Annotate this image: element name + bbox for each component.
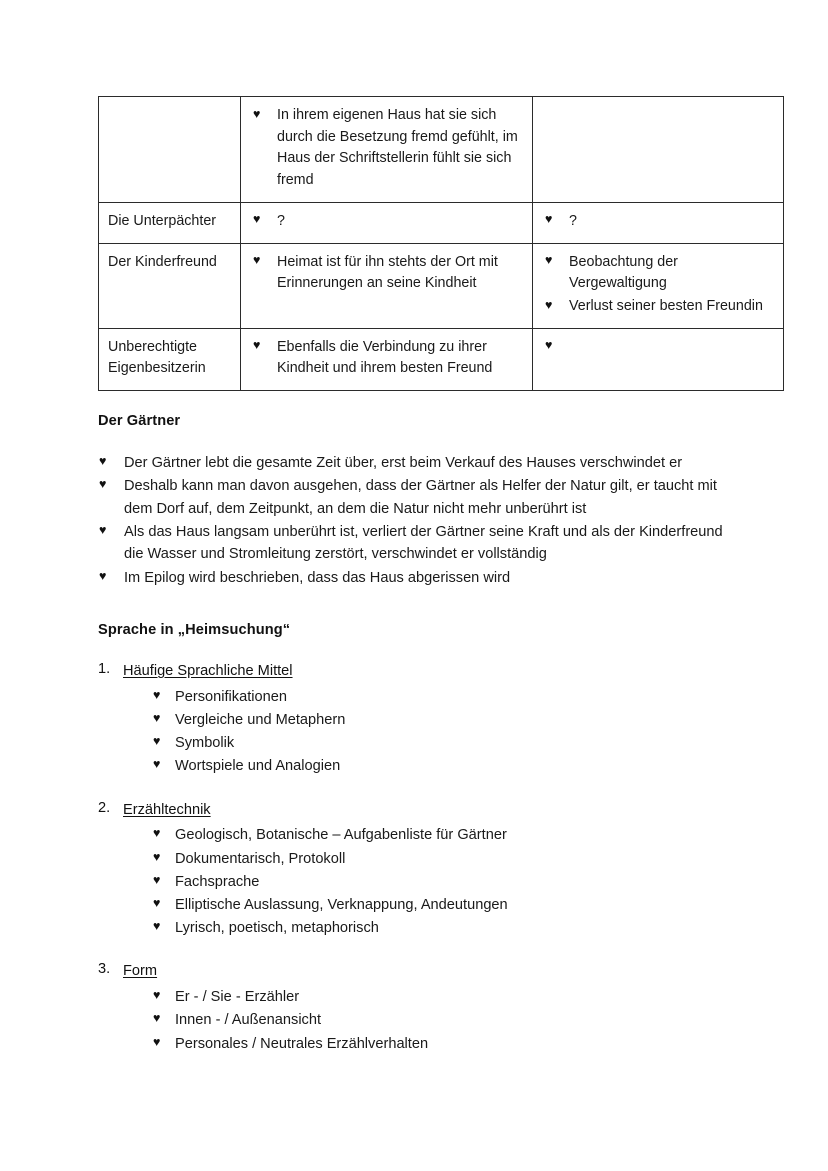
outline-sub-item: ♥ Vergleiche und Metaphern	[153, 709, 738, 731]
cell-bullet-item-empty	[542, 337, 775, 359]
outline-title: Erzähltechnik	[123, 801, 211, 818]
outline-section-2	[98, 800, 738, 940]
table-cell-name: Der Kinderfreund	[99, 243, 241, 328]
outline-sub-item: ♥ Fachsprache	[153, 871, 738, 893]
table-cell-right	[533, 243, 784, 328]
cell-bullet-item: ♥ Ebenfalls die Verbindung zu ihrer Kindheit und ihrem besten Freund	[250, 337, 524, 380]
gaertner-bullet-list	[98, 452, 724, 590]
outline-section-3	[98, 961, 738, 1054]
outline-sub-item: ♥ Personales / Neutrales Erzählverhalten	[153, 1033, 738, 1055]
outline-sub-item: ♥ Wortspiele und Analogien	[153, 755, 738, 777]
table-row	[99, 328, 784, 390]
gaertner-bullet-item: ♥ Im Epilog wird beschrieben, dass das Haus abgerissen wird	[98, 567, 724, 589]
cell-bullet-list	[250, 211, 524, 233]
outline-sub-list	[123, 686, 738, 778]
table-row	[99, 97, 784, 203]
gaertner-bullet-item: ♥ Der Gärtner lebt die gesamte Zeit über, erst beim Verkauf des Hauses verschwindet er	[98, 452, 724, 474]
table-cell-middle	[241, 97, 533, 203]
cell-bullet-item: ♥ ?	[542, 211, 775, 233]
table-row	[99, 243, 784, 328]
outline-number: 1.	[98, 661, 111, 677]
character-table	[98, 96, 784, 391]
table-cell-middle	[241, 328, 533, 390]
outline-sub-item: ♥ Personifikationen	[153, 686, 738, 708]
outline-sub-item: ♥ Geologisch, Botanische – Aufgabenliste für Gärtner	[153, 824, 738, 846]
table-cell-middle	[241, 243, 533, 328]
cell-bullet-item: ♥ Heimat ist für ihn stehts der Ort mit Erinnerungen an seine Kindheit	[250, 252, 524, 295]
table-cell-right	[533, 328, 784, 390]
outline-title: Häufige Sprachliche Mittel	[123, 663, 293, 679]
cell-bullet-list	[542, 211, 775, 233]
outline-title: Form	[123, 963, 158, 980]
cell-bullet-item: ♥ In ihrem eigenen Haus hat sie sich durch die Besetzung fremd gefühlt, im Haus der Schriftstellerin fühlt sie sich fremd	[250, 105, 524, 192]
outline-sub-item: ♥ Dokumentarisch, Protokoll	[153, 848, 738, 870]
outline-sub-item: ♥ Lyrisch, poetisch, metaphorisch	[153, 917, 738, 939]
outline-sub-item: ♥ Symbolik	[153, 732, 738, 754]
sprache-outline	[98, 661, 738, 1056]
outline-sub-list	[123, 824, 738, 939]
cell-bullet-list	[542, 252, 775, 318]
table-cell-middle	[241, 202, 533, 243]
table-cell-name: Unberechtigte Eigenbesitzerin	[99, 328, 241, 390]
table-cell-name: Die Unterpächter	[99, 202, 241, 243]
outline-sub-item: ♥ Innen - / Außenansicht	[153, 1009, 738, 1031]
outline-sub-item: ♥ Elliptische Auslassung, Verknappung, Andeutungen	[153, 894, 738, 916]
table-cell-name	[99, 97, 241, 203]
heading-sprache: Sprache in „Heimsuchung“	[98, 622, 291, 638]
table-cell-right	[533, 202, 784, 243]
heading-der-gaertner: Der Gärtner	[98, 413, 181, 429]
cell-bullet-list	[250, 105, 524, 192]
table-cell-right	[533, 97, 784, 203]
gaertner-bullet-item: ♥ Als das Haus langsam unberührt ist, verliert der Gärtner seine Kraft und als der Kinderfreund die Wasser und Stromleitung zerstört, verschwindet er vollständig	[98, 521, 724, 566]
cell-bullet-list	[250, 337, 524, 380]
outline-number: 2.	[98, 799, 111, 816]
cell-bullet-item: ♥ ?	[250, 211, 524, 233]
cell-bullet-item: ♥ Beobachtung der Vergewaltigung	[542, 252, 775, 295]
outline-sub-list	[123, 986, 738, 1055]
table-body	[99, 97, 784, 391]
cell-bullet-item: ♥ Verlust seiner besten Freundin	[542, 296, 775, 318]
cell-bullet-list	[250, 252, 524, 295]
outline-section-1	[98, 661, 738, 778]
outline-sub-item: ♥ Er - / Sie - Erzähler	[153, 986, 738, 1008]
outline-number: 3.	[98, 961, 111, 978]
gaertner-bullet-item: ♥ Deshalb kann man davon ausgehen, dass der Gärtner als Helfer der Natur gilt, er taucht mit dem Dorf auf, dem Zeitpunkt, an dem die Natur nicht mehr unberührt ist	[98, 475, 724, 520]
table-row	[99, 202, 784, 243]
cell-bullet-list	[542, 337, 775, 359]
